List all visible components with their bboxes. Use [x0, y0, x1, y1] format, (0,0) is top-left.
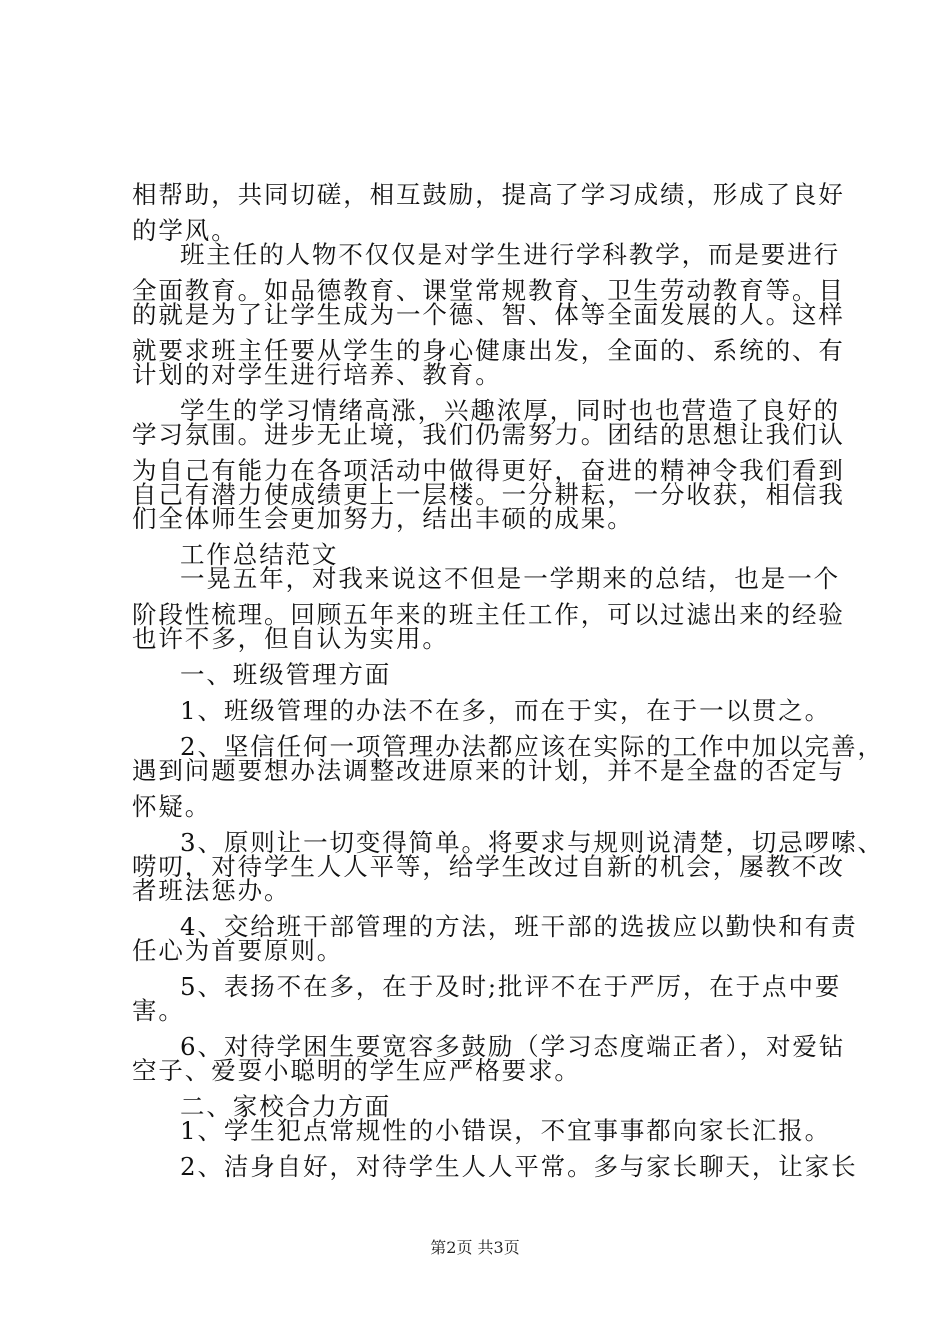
paragraph-line: 阶段性梳理。回顾五年来的班主任工作，可以过滤出来的经验 [132, 600, 845, 629]
paragraph-line: 全面教育。如品德教育、课堂常规教育、卫生劳动教育等。目 [132, 276, 845, 305]
paragraph-line: 学习氛围。进步无止境，我们仍需努力。团结的思想让我们认 [132, 420, 845, 449]
paragraph-line: 为自己有能力在各项活动中做得更好，奋进的精神令我们看到 [132, 456, 845, 485]
list-item-continuation: 唠叨，对待学生人人平等，给学生改过自新的机会，屡教不改 [132, 852, 845, 881]
list-item-continuation: 怀疑。 [132, 792, 212, 821]
paragraph-line: 班主任的人物不仅仅是对学生进行学科教学，而是要进行 [180, 240, 840, 269]
list-item: 1、班级管理的办法不在多，而在于实，在于一以贯之。 [180, 696, 832, 725]
section-heading: 一、班级管理方面 [180, 660, 392, 689]
list-item-continuation: 者班法惩办。 [132, 876, 291, 905]
paragraph-line: 相帮助，共同切磋，相互鼓励，提高了学习成绩，形成了良好 [132, 180, 845, 209]
paragraph-line: 自己有潜力使成绩更上一层楼。一分耕耘，一分收获，相信我 [132, 480, 845, 509]
list-item-continuation: 遇到问题要想办法调整改进原来的计划，并不是全盘的否定与 [132, 756, 845, 785]
list-item: 2、洁身自好，对待学生人人平常。多与家长聊天，让家长 [180, 1152, 858, 1181]
paragraph-line: 们全体师生会更加努力，结出丰硕的成果。 [132, 504, 634, 533]
list-item-continuation: 空子、爱耍小聪明的学生应严格要求。 [132, 1056, 581, 1085]
paragraph-line: 计划的对学生进行培养、教育。 [132, 360, 502, 389]
paragraph-line: 也许不多，但自认为实用。 [132, 624, 449, 653]
list-item-continuation: 任心为首要原则。 [132, 936, 344, 965]
paragraph-line: 一晃五年，对我来说这不但是一学期来的总结，也是一个 [180, 564, 840, 593]
paragraph-line: 就要求班主任要从学生的身心健康出发，全面的、系统的、有 [132, 336, 845, 365]
list-item: 4、交给班干部管理的方法，班干部的选拔应以勤快和有责 [180, 912, 858, 941]
paragraph-line: 学生的学习情绪高涨，兴趣浓厚，同时也也营造了良好的 [180, 396, 840, 425]
section-heading: 工作总结范文 [180, 540, 339, 569]
list-item: 1、学生犯点常规性的小错误，不宜事事都向家长汇报。 [180, 1116, 832, 1145]
page-number-footer: 第2页 共3页 [430, 1238, 520, 1257]
list-item: 5、表扬不在多，在于及时;批评不在于严厉，在于点中要 [180, 972, 842, 1001]
list-item-continuation: 害。 [132, 996, 185, 1025]
list-item: 3、原则让一切变得简单。将要求与规则说清楚，切忌啰嗦、 [180, 828, 884, 857]
list-item: 6、对待学困生要宽容多鼓励（学习态度端正者），对爱钻 [180, 1032, 846, 1061]
paragraph-line: 的就是为了让学生成为一个德、智、体等全面发展的人。这样 [132, 300, 845, 329]
list-item: 2、坚信任何一项管理办法都应该在实际的工作中加以完善， [180, 732, 884, 761]
paragraph-line: 的学风。 [132, 216, 238, 245]
section-heading: 二、家校合力方面 [180, 1092, 392, 1121]
